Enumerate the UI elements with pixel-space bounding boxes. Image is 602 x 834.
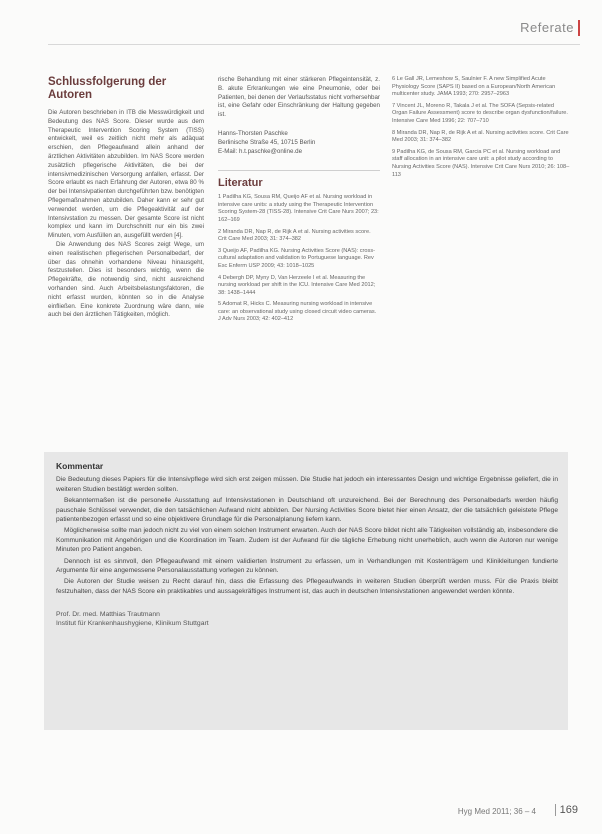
reference-list (392, 76, 570, 179)
contact-address: Berlinische Straße 45, 10715 Berlin (218, 138, 316, 146)
comment-box (44, 452, 568, 730)
reference-item: 8 Miranda DR, Nap R, de Rijk A et al. Nursing activities score. Crit Care Med 2003; 31: 374–382 (392, 129, 569, 144)
comment-paragraph: Die Autoren der Studie weisen zu Recht darauf hin, dass die Erfassung des Pflegeaufwands in weiteren Studien überprüft werden muss. Für die Praxis bleibt festzuhalten, dass der NAS Score ein praktikables und aussagekräftiges Instrument ist, das auch in deutschen Intensivstationen angewendet werden könnte. (56, 578, 558, 595)
column-right (392, 76, 570, 183)
column-middle (218, 76, 380, 328)
reference-item: 1 Padilha KG, Sousa RM, Queijo AF et al. Nursing workload in intensive care units: a study using the Therapeutic Intervention Scoring System-28 (TISS-28). Intensive Crit Care Nurs 2007; 23: 162–169 (218, 194, 379, 223)
comment-paragraph: Möglicherweise sollte man jedoch nicht zu viel von einem solchen Instrument erwarten. Auch der NAS Score bildet nicht alle Tätigkeiten vollständig ab, insbesondere die Kommunikation mit Angehörigen und die Koordination im Team. Zudem ist der Aufwand für die tägliche Erhebung nicht unerheblich, auch wenn die Autoren nur wenige Minuten pro Patient angeben. (56, 527, 558, 554)
literature-heading: Literatur (218, 170, 380, 188)
page-header: Referate (520, 20, 574, 35)
reference-item: 4 Debergh DP, Myny D, Van Herzeele I et al. Measuring the nursing workload per shift in the ICU. Intensive Care Med 2012; 38: 1438–1444 (218, 274, 376, 296)
reference-item: 5 Adomat R, Hicks C. Measuring nursing workload in intensive care: an observational study using closed circuit video cameras. J Adv Nurs 2003; 42: 402–412 (218, 301, 377, 323)
body-paragraph: rische Behandlung mit einer stärkeren Pflegeintensität, z. B. akute Erkrankungen wie eine Pneumonie, oder bei Patienten, bei denen der Verlaufsstatus nicht vorhersehbar ist, eine Gefahr oder Einschränkung der Haltung gegeben ist. (218, 76, 380, 119)
author-name: Prof. Dr. med. Matthias Trautmann (56, 611, 160, 619)
contact-name: Hanns-Thorsten Paschke (218, 129, 288, 137)
section-heading: Schlussfolgerung der Autoren (48, 76, 167, 101)
author-affiliation: Institut für Krankenhaushygiene, Klinikum Stuttgart (56, 620, 209, 628)
reference-item: 9 Padilha KG, de Sousa RM, Garcia PC et al. Nursing workload and staff allocation in an intensive care unit: a pilot study according to Nursing Activities Score (NAS). Intensive Crit Care Nurs 2010; 26: 108–113 (392, 148, 570, 178)
comment-paragraph: Die Bedeutung dieses Papiers für die Intensivpflege wird sich erst zeigen müssen. Die Studie hat jedoch ein interessantes Design und wichtige Ergebnisse geliefert, die in weiteren Studien bestätigt werden sollten. (56, 476, 558, 493)
reference-item: 6 Le Gall JR, Lemeshow S, Saulnier F. A new Simplified Acute Physiology Score (SAPS II) based on a European/North American multicenter study. JAMA 1993; 270: 2957–2963 (392, 76, 556, 98)
page-number: 169 (555, 804, 578, 816)
reference-list (218, 194, 380, 324)
column-left (48, 76, 204, 320)
comment-author (56, 610, 558, 628)
reference-item: 3 Queijo AF, Padilha KG. Nursing Activities Score (NAS): cross-cultural adaptation and validation to Portuguese language. Rev Esc Enferm USP 2009; 43: 1018–1025 (218, 247, 375, 269)
comment-paragraph: Bekanntermaßen ist die personelle Ausstattung auf Intensivstationen in Deutschland oft unzureichend. Bei der Berechnung des Personalbedarfs werden häufig pauschale Schlüssel verwendet, die den tatsächlichen Aufwand nicht abbilden. Der Nursing Activities Score bietet hier einen Ansatz, der die tatsächlich geleistete Pflege patientenbezogen erfasst und so eine objektivere Grundlage für die Personalplanung liefern kann. (56, 497, 558, 524)
contact-block (218, 130, 380, 156)
comment-paragraph: Dennoch ist es sinnvoll, den Pflegeaufwand mit einem validierten Instrument zu erfassen, um in Verhandlungen mit Kostenträgern und Klinikleitungen fundierte Argumente für eine angemessene Personalausstattung vorlegen zu können. (56, 557, 558, 575)
comment-title: Kommentar (56, 461, 104, 471)
journal-citation: Hyg Med 2011; 36 – 4 (457, 807, 536, 816)
contact-email: E-Mail: h.t.paschke@online.de (218, 147, 303, 155)
body-paragraph: Die Autoren beschrieben in ITB die Messwürdigkeit und Bedeutung des NAS Score. Dieser wurde aus dem Therapeutic Intervention Scoring System (TISS) entwickelt, weil es zeitlich nicht mehr als adäquat erschien, den Pflegeaufwand allein anhand der ärztlichen Aktivitäten abzubilden. Im NAS Score werden zusätzlich pflegerische Aktivitäten, die bei der intensivmedizinischen Versorgung anfallen, erfasst. Der Score erlaubt es nach Erfahrung der Autoren, etwa 80 % der bei Intensivpatienten durchgeführten bzw. benötigten Pflegemaßnahmen abzubilden. Daher kann er sehr gut verwendet werden, um die Pflegeaktivität auf der Intensivstation zu messen. Der gesamte Score ist nicht komplex und kann im Durchschnitt nur ein bis zwei Minuten, vom Ausfüllen an, ausgefüllt werden [4]. (48, 109, 204, 240)
body-paragraph: Die Anwendung des NAS Scores zeigt Wege, um einen realistischen pflegerischen Personalbedarf, der über das ohnehin vorhandene Niveau hinausgeht, festzustellen. Dies ist besonders wichtig, wenn die Pflegekräfte, die notwendig sind, nicht ausreichend vorhanden sind. Auch Arbeitsbelastungsfaktoren, die nicht erfasst wurden, könnten so in die Analyse einfließen. Eine konkrete Zuordnung wäre dann, wie auch bei den ärztlichen Tätigkeiten, möglich. (48, 240, 204, 319)
top-rule (48, 44, 580, 45)
header-accent-rule (578, 20, 580, 36)
reference-item: 2 Miranda DR, Nap R, de Rijk A et al. Nursing activities score. Crit Care Med 2003; 31: 374–382 (218, 228, 371, 243)
reference-item: 7 Vincent JL, Moreno R, Takala J et al. The SOFA (Sepsis-related Organ Failure Assessment) score to describe organ dysfunction/failure. Intensive Care Med 1996; 22: 707–710 (392, 102, 568, 124)
